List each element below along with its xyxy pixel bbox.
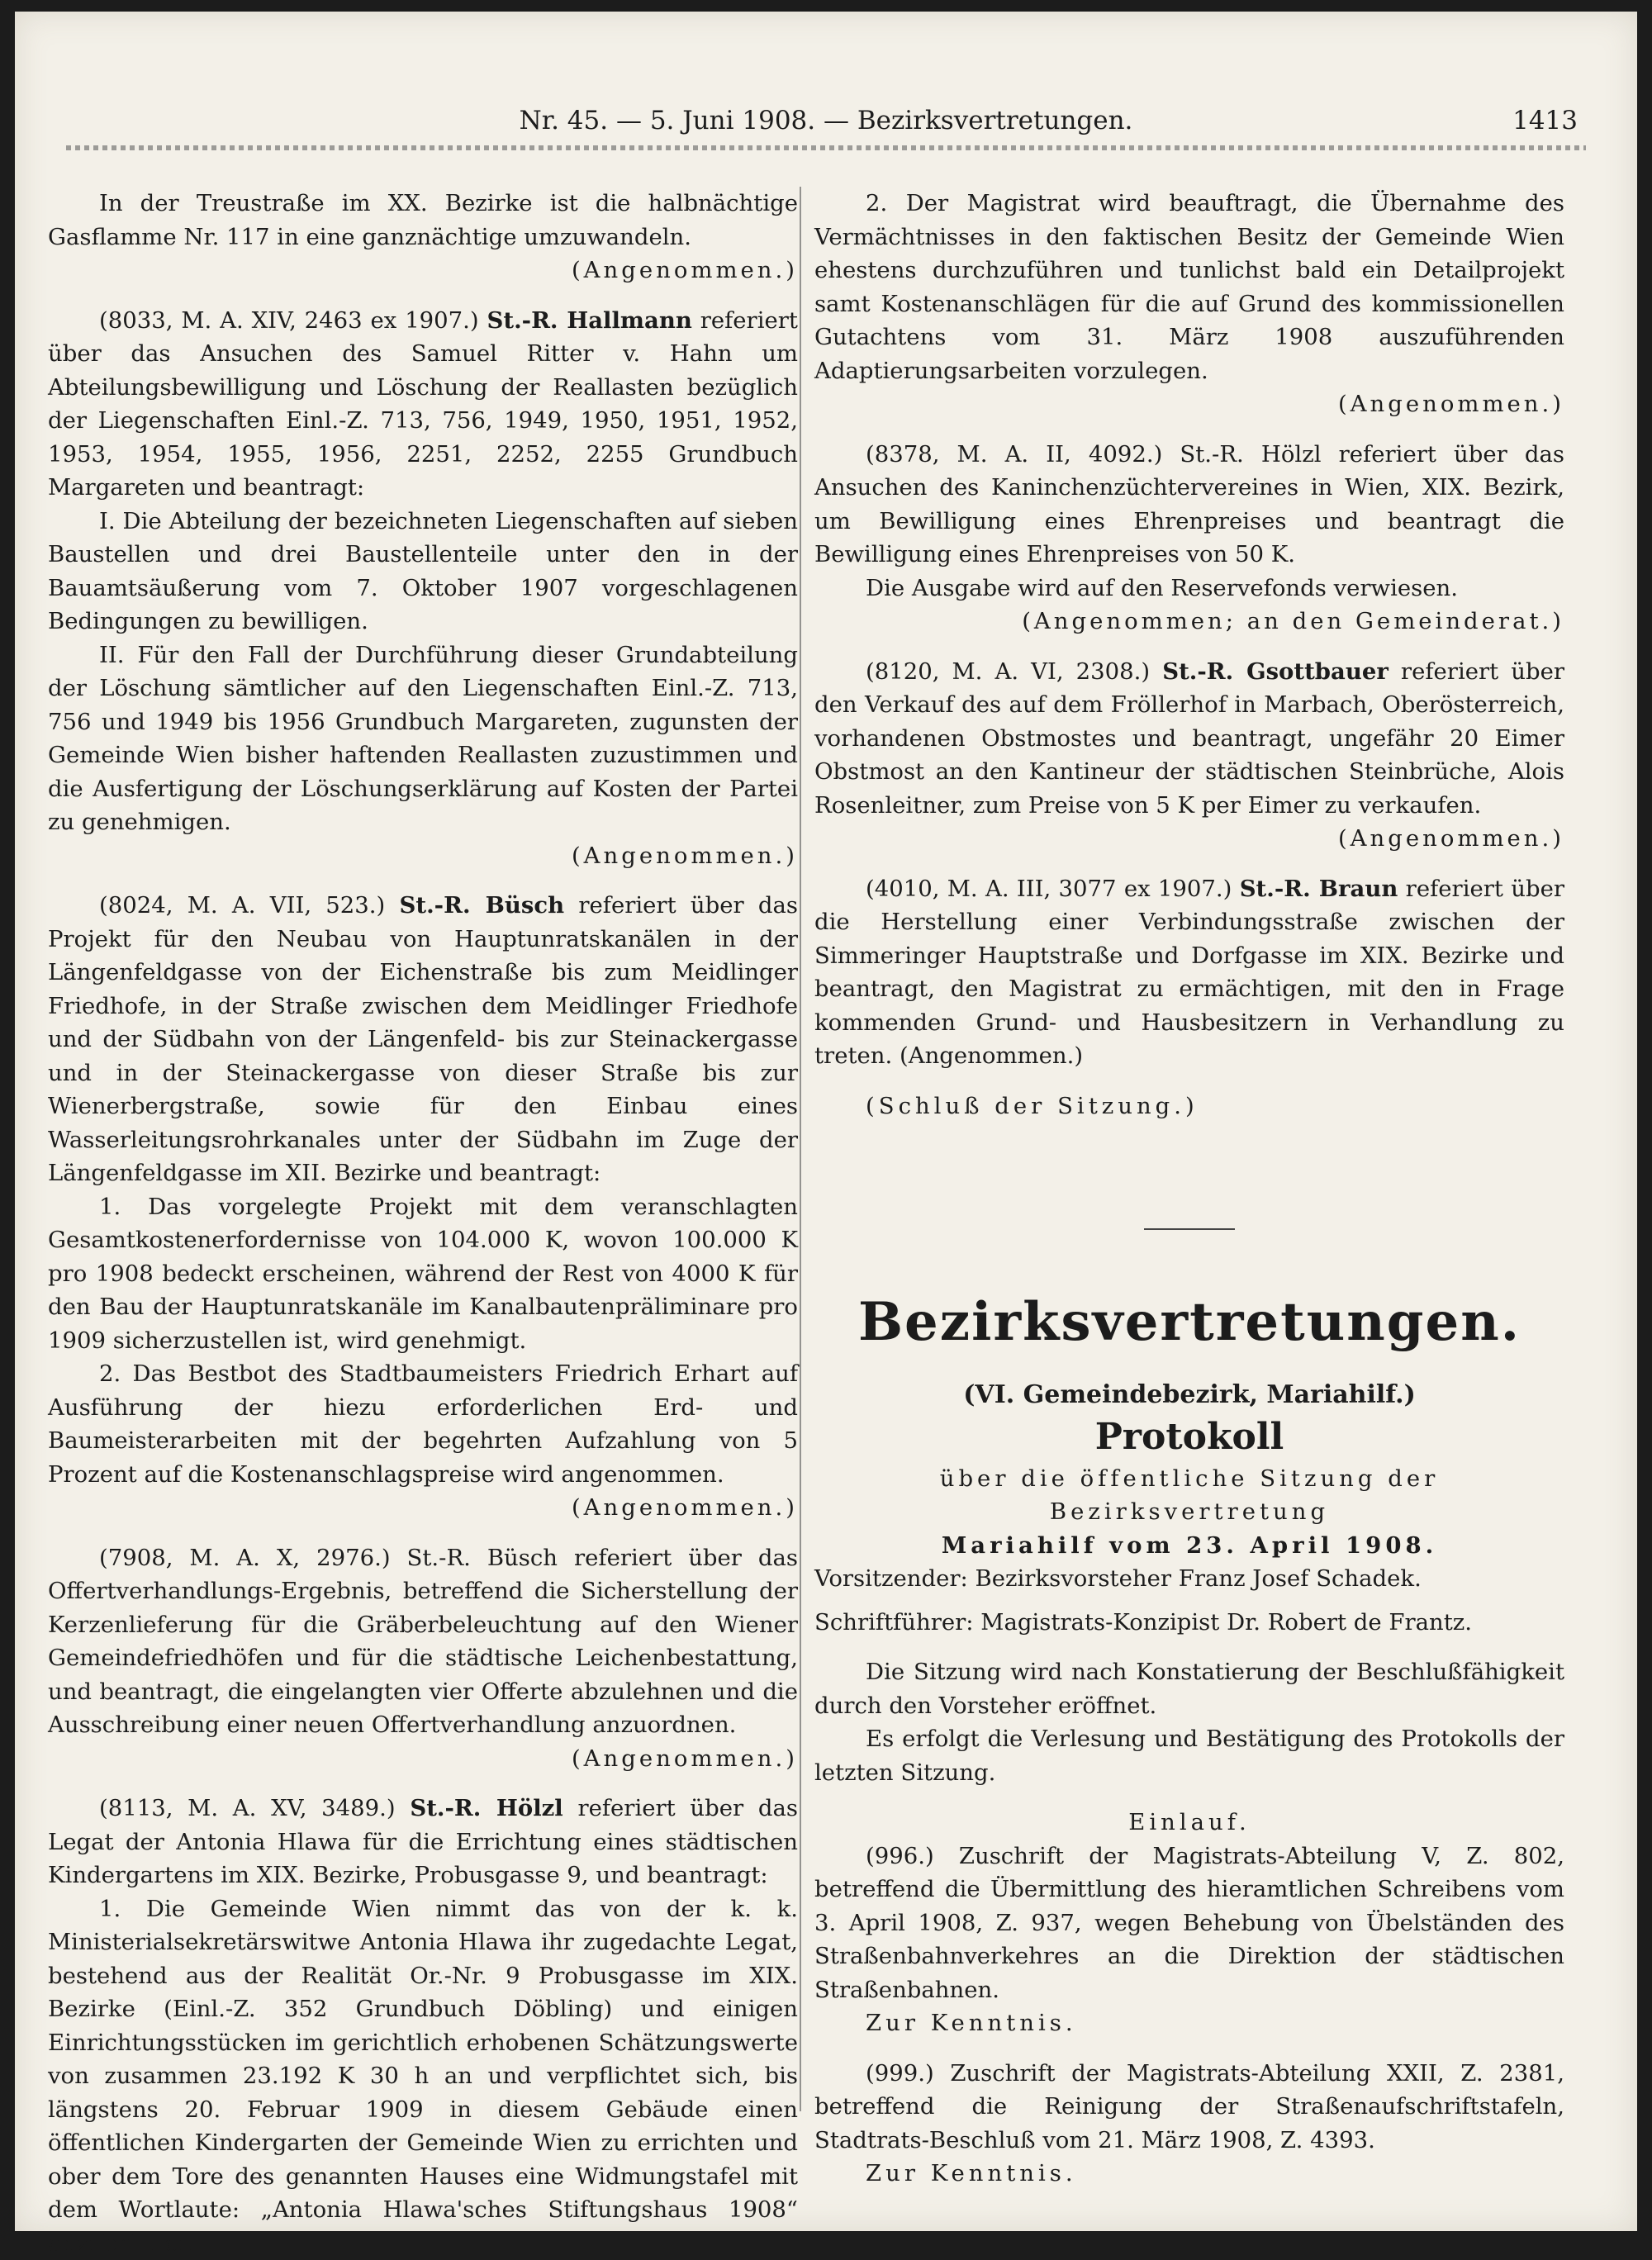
session-date-line: Mariahilf vom 23. April 1908. xyxy=(814,1529,1564,1563)
resolution: (Angenommen.) xyxy=(48,1491,798,1525)
section-title: Bezirksvertretungen. xyxy=(814,1289,1564,1356)
resolution: (Angenommen.) xyxy=(48,839,798,873)
einlauf-item: (999.) Zuschrift der Magistrats-Abteilung XXII, Z. 2381, betreffend die Reinigung der Straßenaufschriftstafeln, Stadtrats-Beschluß vom 21. März 1908, Z. 4393. xyxy=(814,2057,1564,2158)
agenda-item: (8378, M. A. II, 4092.) St.-R. Hölzl referiert über das Ansuchen des Kaninchenzüchtervereines in Wien, XIX. Bezirk, um Bewilligung eines Ehrenpreises und beantragt die Bewilligung eines Ehrenpreises von 50 K. xyxy=(814,438,1564,572)
speaker: St.-R. Hallmann xyxy=(487,307,692,334)
right-column xyxy=(814,187,1564,2191)
agenda-item: (8120, M. A. VI, 2308.) St.-R. Gsottbauer referiert über den Verkauf des auf dem Fröllerhof in Marbach, Oberösterreich, vorhandenen Obstmostes und beantragt, ungefähr 20 Eimer Obstmost an den Kantineur der städtischen Steinbrüche, Alois Rosenleitner, zum Preise von 5 K per Eimer zu verkaufen. (Angenommen.) xyxy=(814,655,1564,856)
paragraph: 2. Der Magistrat wird beauftragt, die Übernahme des Vermächtnisses in den faktischen Besitz der Gemeinde Wien ehestens durchzuführen und tunlichst bald ein Detailprojekt samt Kostenanschlägen für die auf Grund des kommissionellen Gutachtens vom 31. März 1908 auszuführenden Adaptierungsarbeiten vorzulegen. (Angenommen.) xyxy=(814,187,1564,421)
secretary-line: Schriftführer: Magistrats-Konzipist Dr. Robert de Frantz. xyxy=(814,1606,1564,1640)
agenda-item: (4010, M. A. III, 3077 ex 1907.) St.-R. Braun referiert über die Herstellung einer Verbindungsstraße zwischen der Simmeringer Hauptstraße und Dorfgasse im XIX. Bezirke und beantragt, den Magistrat zu ermächtigen, mit den in Frage kommenden Grund- und Hausbesitzern in Verhandlung zu treten. (Angenommen.) xyxy=(814,872,1564,1073)
resolution: (Angenommen; an den Gemeinderat.) xyxy=(814,605,1564,639)
district-line: (VI. Gemeindebezirk, Mariahilf.) xyxy=(814,1379,1564,1412)
left-column xyxy=(48,187,798,2260)
speaker: St.-R. Hölzl xyxy=(1180,441,1321,468)
agenda-item: (8024, M. A. VII, 523.) St.-R. Büsch referiert über das Projekt für den Neubau von Hauptunratskanälen in der Längenfeldgasse von der Eichenstraße bis zum Meidlinger Friedhofe, in der Straße zwischen dem Meidlinger Friedhofe und der Südbahn von der Längenfeld- bis zur Steinackergasse und in der Steinackergasse von dieser Straße bis zur Wienerbergstraße, sowie für den Einbau eines Wasserleitungsrohrkanales unter der Südbahn im Zuge der Längenfeldgasse im XII. Bezirke und beantragt: xyxy=(48,889,798,1190)
einlauf-result: Zur Kenntnis. xyxy=(814,2157,1564,2191)
newspaper-page xyxy=(15,12,1637,2231)
issue-line: Nr. 45. — 5. Juni 1908. — Bezirksvertretungen. xyxy=(66,106,1586,135)
paragraph: 1. Das vorgelegte Projekt mit dem veranschlagten Gesamtkostenerfordernisse von 104.000 K, wovon 100.000 K pro 1908 bedeckt erscheinen, während der Rest von 4000 K für den Bau der Hauptunratskanäle im Kanalbautenpräliminare pro 1909 sicherzustellen ist, wird genehmigt. xyxy=(48,1190,798,1358)
protokoll-heading: Protokoll xyxy=(814,1412,1564,1462)
paragraph: 2. Das Bestbot des Stadtbaumeisters Friedrich Erhart auf Ausführung der hiezu erforderlichen Erd- und Baumeisterarbeiten mit der begehrten Aufzahlung von 5 Prozent auf die Kostenanschlagspreise wird angenommen. (Angenommen.) xyxy=(48,1357,798,1525)
paragraph: I. Die Abteilung der bezeichneten Liegenschaften auf sieben Baustellen und drei Baustellenteile unter den in der Bauamtsäußerung vom 7. Oktober 1907 vorgeschlagenen Bedingungen zu bewilligen. xyxy=(48,505,798,639)
paragraph: Die Ausgabe wird auf den Reservefonds verwiesen. (Angenommen; an den Gemeinderat.) xyxy=(814,572,1564,639)
agenda-item: (7908, M. A. X, 2976.) St.-R. Büsch referiert über das Offertverhandlungs-Ergebnis, betreffend die Sicherstellung der Kerzenlieferung für die Gräberbeleuchtung auf den Wiener Gemeindefriedhöfen und für die städtische Leichenbestattung, und beantragt, die eingelangten vier Offerte abzulehnen und die Ausschreibung einer neuen Offertverhandlung anzuordnen. (Angenommen.) xyxy=(48,1541,798,1776)
column-divider xyxy=(800,187,801,2111)
agenda-item: (8033, M. A. XIV, 2463 ex 1907.) St.-R. Hallmann referiert über das Ansuchen des Samuel Ritter v. Hahn um Abteilungsbewilligung und Löschung der Reallasten bezüglich der Liegenschaften Einl.-Z. 713, 756, 1949, 1950, 1951, 1952, 1953, 1954, 1955, 1956, 2251, 2252, 2255 Grundbuch Margareten und beantragt: xyxy=(48,304,798,505)
paragraph: 1. Die Gemeinde Wien nimmt das von der k. k. Ministerialsekretärswitwe Antonia Hlawa ihr zugedachte Legat, bestehend aus der Realität Or.-Nr. 9 Probusgasse im XIX. Bezirke (Einl.-Z. 352 Grundbuch Döbling) und einigen Einrichtungsstücken im gerichtlich erhobenen Schätzungswerte von zusammen 23.192 K 30 h an und verpflichtet sich, bis längstens 20. Februar 1909 in diesem Gebäude einen öffentlichen Kindergarten der Gemeinde Wien zu errichten und ober dem Tore des genannten Hauses eine Widmungstafel mit dem Wortlaute: „Antonia Hlawa'sches Stiftungshaus 1908“ anzubringen. xyxy=(48,1892,798,2260)
reading-paragraph: Es erfolgt die Verlesung und Bestätigung des Protokolls der letzten Sitzung. xyxy=(814,1722,1564,1789)
einlauf-item: (996.) Zuschrift der Magistrats-Abteilung V, Z. 802, betreffend die Übermittlung des hieramtlichen Schreibens vom 3. April 1908, Z. 937, wegen Behebung von Übelständen des Straßenbahnverkehres an die Direktion der städtischen Straßenbahnen. xyxy=(814,1840,1564,2007)
header-rule xyxy=(66,145,1586,150)
section-separator xyxy=(1144,1228,1235,1230)
session-end: (Schluß der Sitzung.) xyxy=(814,1090,1564,1123)
page-header xyxy=(66,101,1586,150)
resolution: (Angenommen.) xyxy=(814,387,1564,421)
opening-paragraph: Die Sitzung wird nach Konstatierung der Beschlußfähigkeit durch den Vorsteher eröffnet. xyxy=(814,1655,1564,1722)
speaker: St.-R. Büsch xyxy=(407,1545,558,1571)
resolution: (Angenommen.) xyxy=(48,254,798,287)
paragraph: In der Treustraße im XX. Bezirke ist die halbnächtige Gasflamme Nr. 117 in eine ganznächtige umzuwandeln. (Angenommen.) xyxy=(48,187,798,287)
resolution: (Angenommen.) xyxy=(814,822,1564,856)
speaker: St.-R. Braun xyxy=(1240,876,1398,902)
speaker: St.-R. Büsch xyxy=(400,892,565,919)
einlauf-result: Zur Kenntnis. xyxy=(814,2006,1564,2040)
einlauf-heading: Einlauf. xyxy=(814,1806,1564,1840)
chair-line: Vorsitzender: Bezirksvorsteher Franz Josef Schadek. xyxy=(814,1562,1564,1596)
paragraph: II. Für den Fall der Durchführung dieser Grundabteilung der Löschung sämtlicher auf den Liegenschaften Einl.-Z. 713, 756 und 1949 bis 1956 Grundbuch Margareten, zugunsten der Gemeinde Wien bisher haftenden Reallasten zuzustimmen und die Ausfertigung der Löschungserklärung auf Kosten der Partei zu genehmigen. (Angenommen.) xyxy=(48,639,798,873)
agenda-item: (8113, M. A. XV, 3489.) St.-R. Hölzl referiert über das Legat der Antonia Hlawa für die Errichtung eines städtischen Kindergartens im XIX. Bezirke, Probusgasse 9, und beantragt: xyxy=(48,1792,798,1892)
session-line: über die öffentliche Sitzung der Bezirksvertretung xyxy=(814,1462,1564,1529)
speaker: St.-R. Gsottbauer xyxy=(1162,658,1389,685)
speaker: St.-R. Hölzl xyxy=(410,1795,563,1821)
page-number: 1413 xyxy=(1512,106,1578,135)
resolution: (Angenommen.) xyxy=(48,1742,798,1776)
